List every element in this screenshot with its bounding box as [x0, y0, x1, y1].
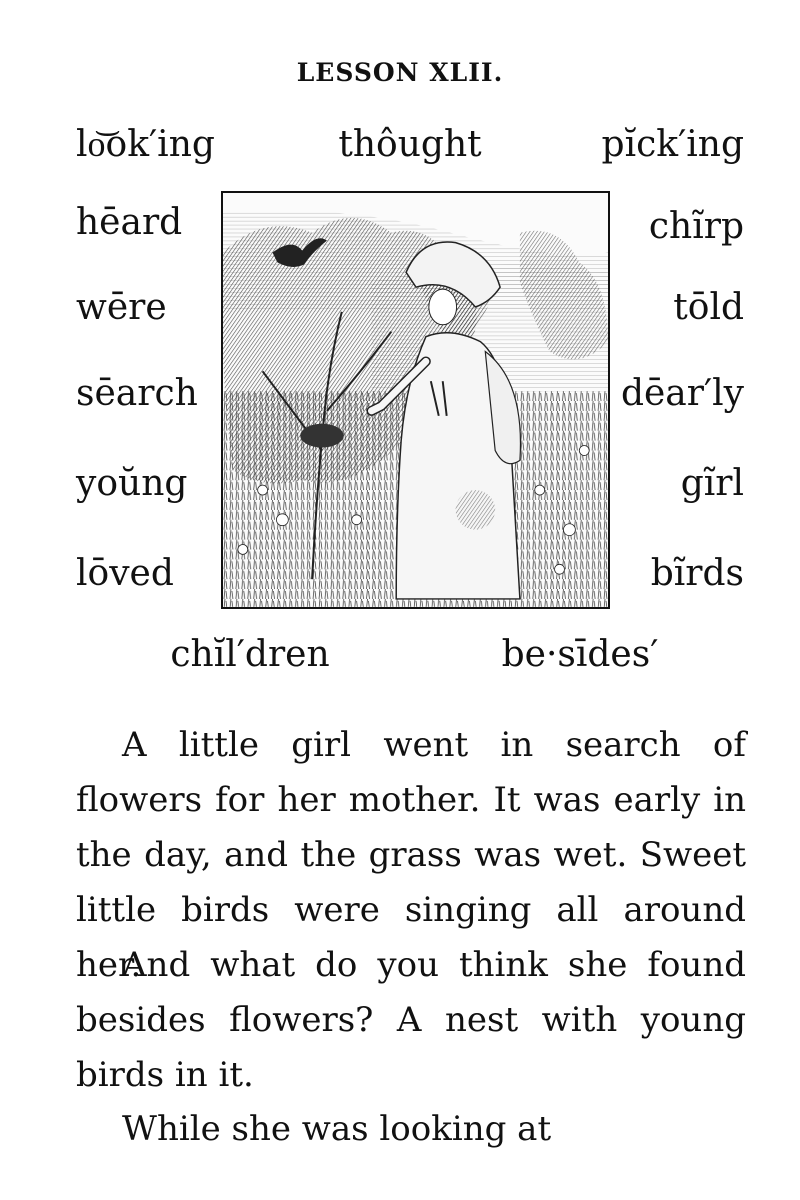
vocab-word-birds: bĩrds: [650, 553, 744, 594]
lesson-title: LESSON XLII.: [296, 58, 504, 87]
girl-picking-flowers-illustration: [221, 191, 610, 609]
engraving-drawing: [223, 193, 608, 607]
vocab-word-loved: lōved: [76, 553, 174, 594]
vocab-word-picking: pĭck′ing: [601, 124, 744, 165]
paragraph-3: While she was looking at: [122, 1109, 552, 1149]
vocab-word-looking: lo͝ok′ing: [76, 124, 215, 165]
vocab-word-thought: thôught: [338, 124, 482, 165]
vocab-word-were: wēre: [76, 287, 167, 328]
paragraph-2: And what do you think she found besides flowers? A nest with young birds in it.: [76, 945, 746, 1095]
vocab-word-search: sēarch: [76, 373, 198, 414]
vocab-word-besides: be·sīdes′: [501, 634, 659, 675]
vocab-word-told: tōld: [673, 287, 744, 328]
vocab-word-children: chĭl′dren: [170, 634, 330, 675]
vocab-word-heard: hēard: [76, 202, 183, 243]
paragraph-1: A little girl went in search of flowers for her mother. It was early in the day, and the grass was wet. Sweet little birds were singing all around her.: [76, 725, 746, 985]
vocab-word-dearly: dēar′ly: [620, 373, 744, 414]
vocab-word-young: yoŭng: [76, 463, 188, 504]
vocab-word-girl: gĩrl: [680, 463, 744, 504]
vocab-word-chirp: chĩrp: [648, 206, 744, 247]
